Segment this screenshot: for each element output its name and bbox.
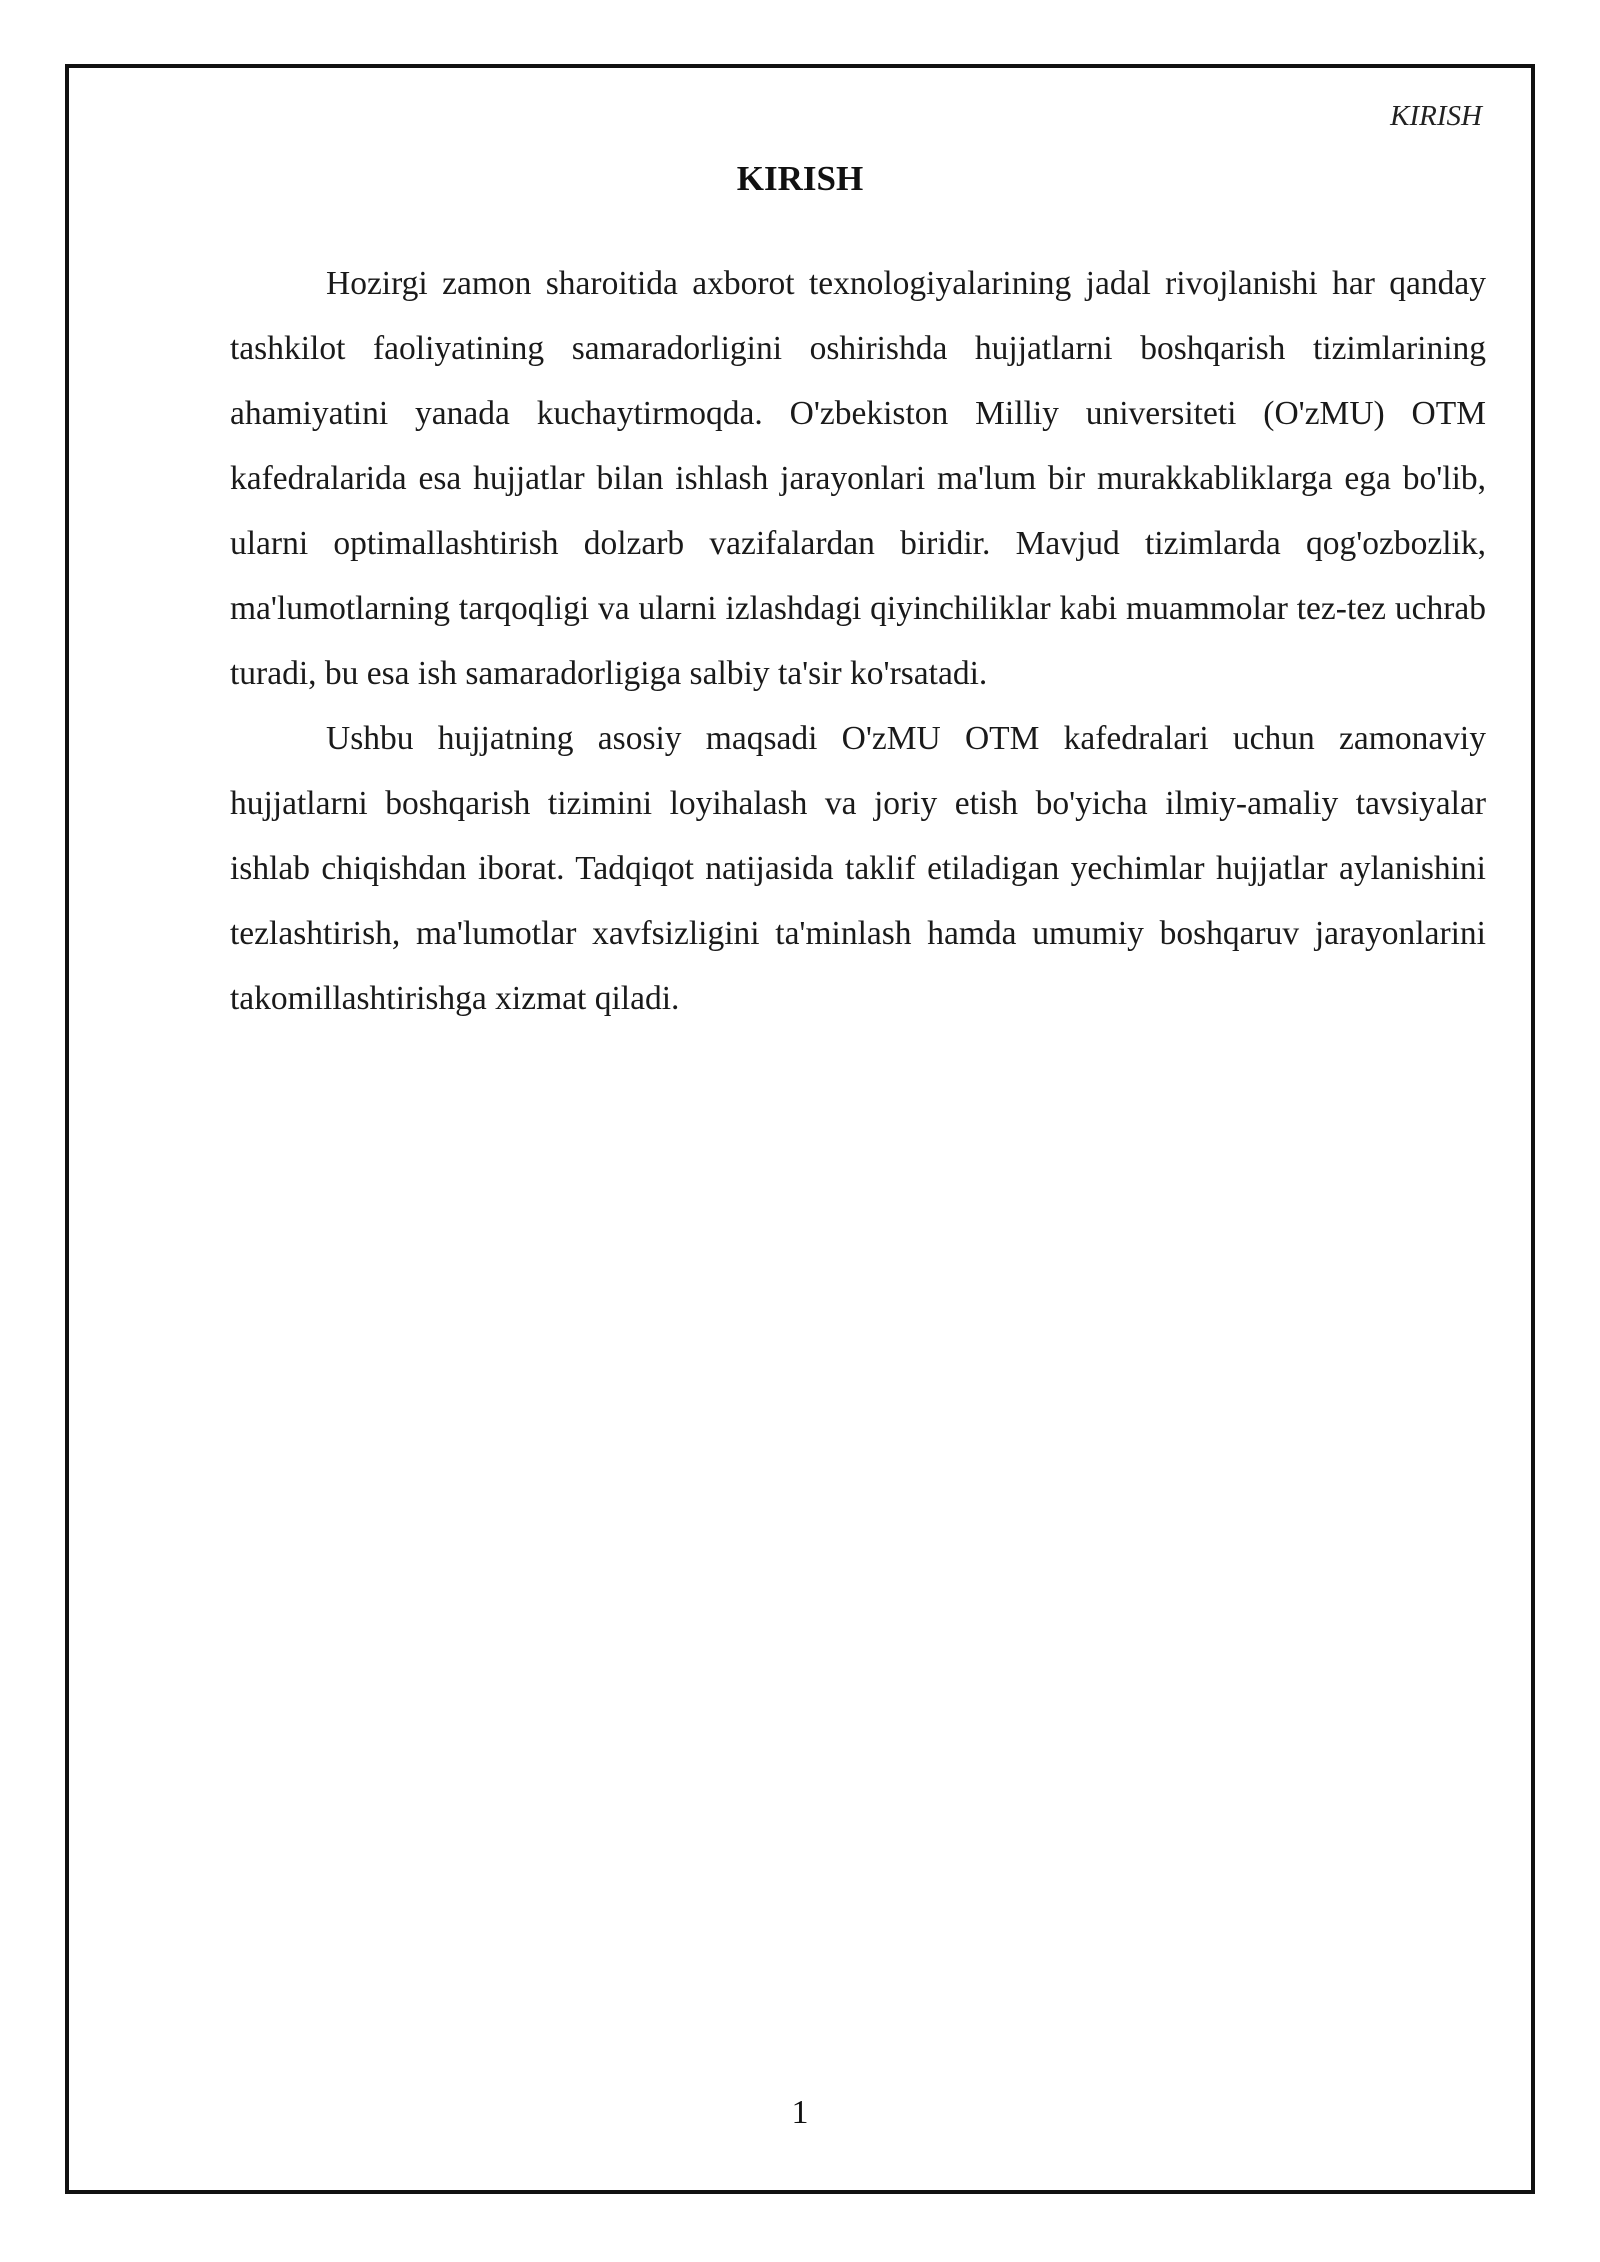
paragraph-1: Hozirgi zamon sharoitida axborot texnologiyalarining jadal rivojlanishi har qanday tashkilot faoliyatining samaradorligini oshirishda hujjatlarni boshqarish tizimlarining ahamiyatini yanada kuchaytirmoqda. O'zbekiston Milliy universiteti (O'zMU) OTM kafedralarida esa hujjatlar bilan ishlash jarayonlari ma'lum bir murakkabliklarga ega bo'lib, ularni optimallashtirish dolzarb vazifalardan biridir. Mavjud tizimlarda qog'ozbozlik, ma'lumotlarning tarqoqligi va ularni izlashdagi qiyinchiliklar kabi muammolar tez-tez uchrab turadi, bu esa ish samaradorligiga salbiy ta'sir ko'rsatadi.: [230, 265, 1486, 692]
page-number: 1: [791, 2094, 809, 2131]
document-body: [230, 251, 1486, 1031]
running-header: KIRISH: [1390, 100, 1482, 132]
paragraph-2: Ushbu hujjatning asosiy maqsadi O'zMU OTM kafedralari uchun zamonaviy hujjatlarni boshqarish tizimini loyihalash va joriy etish bo'yicha ilmiy-amaliy tavsiyalar ishlab chiqishdan iborat. Tadqiqot natijasida taklif etiladigan yechimlar hujjatlar aylanishini tezlashtirish, ma'lumotlar xavfsizligini ta'minlash hamda umumiy boshqaruv jarayonlarini takomillashtirishga xizmat qiladi.: [230, 720, 1486, 1017]
page-title: KIRISH: [736, 159, 864, 198]
page-border: [65, 64, 1535, 2194]
